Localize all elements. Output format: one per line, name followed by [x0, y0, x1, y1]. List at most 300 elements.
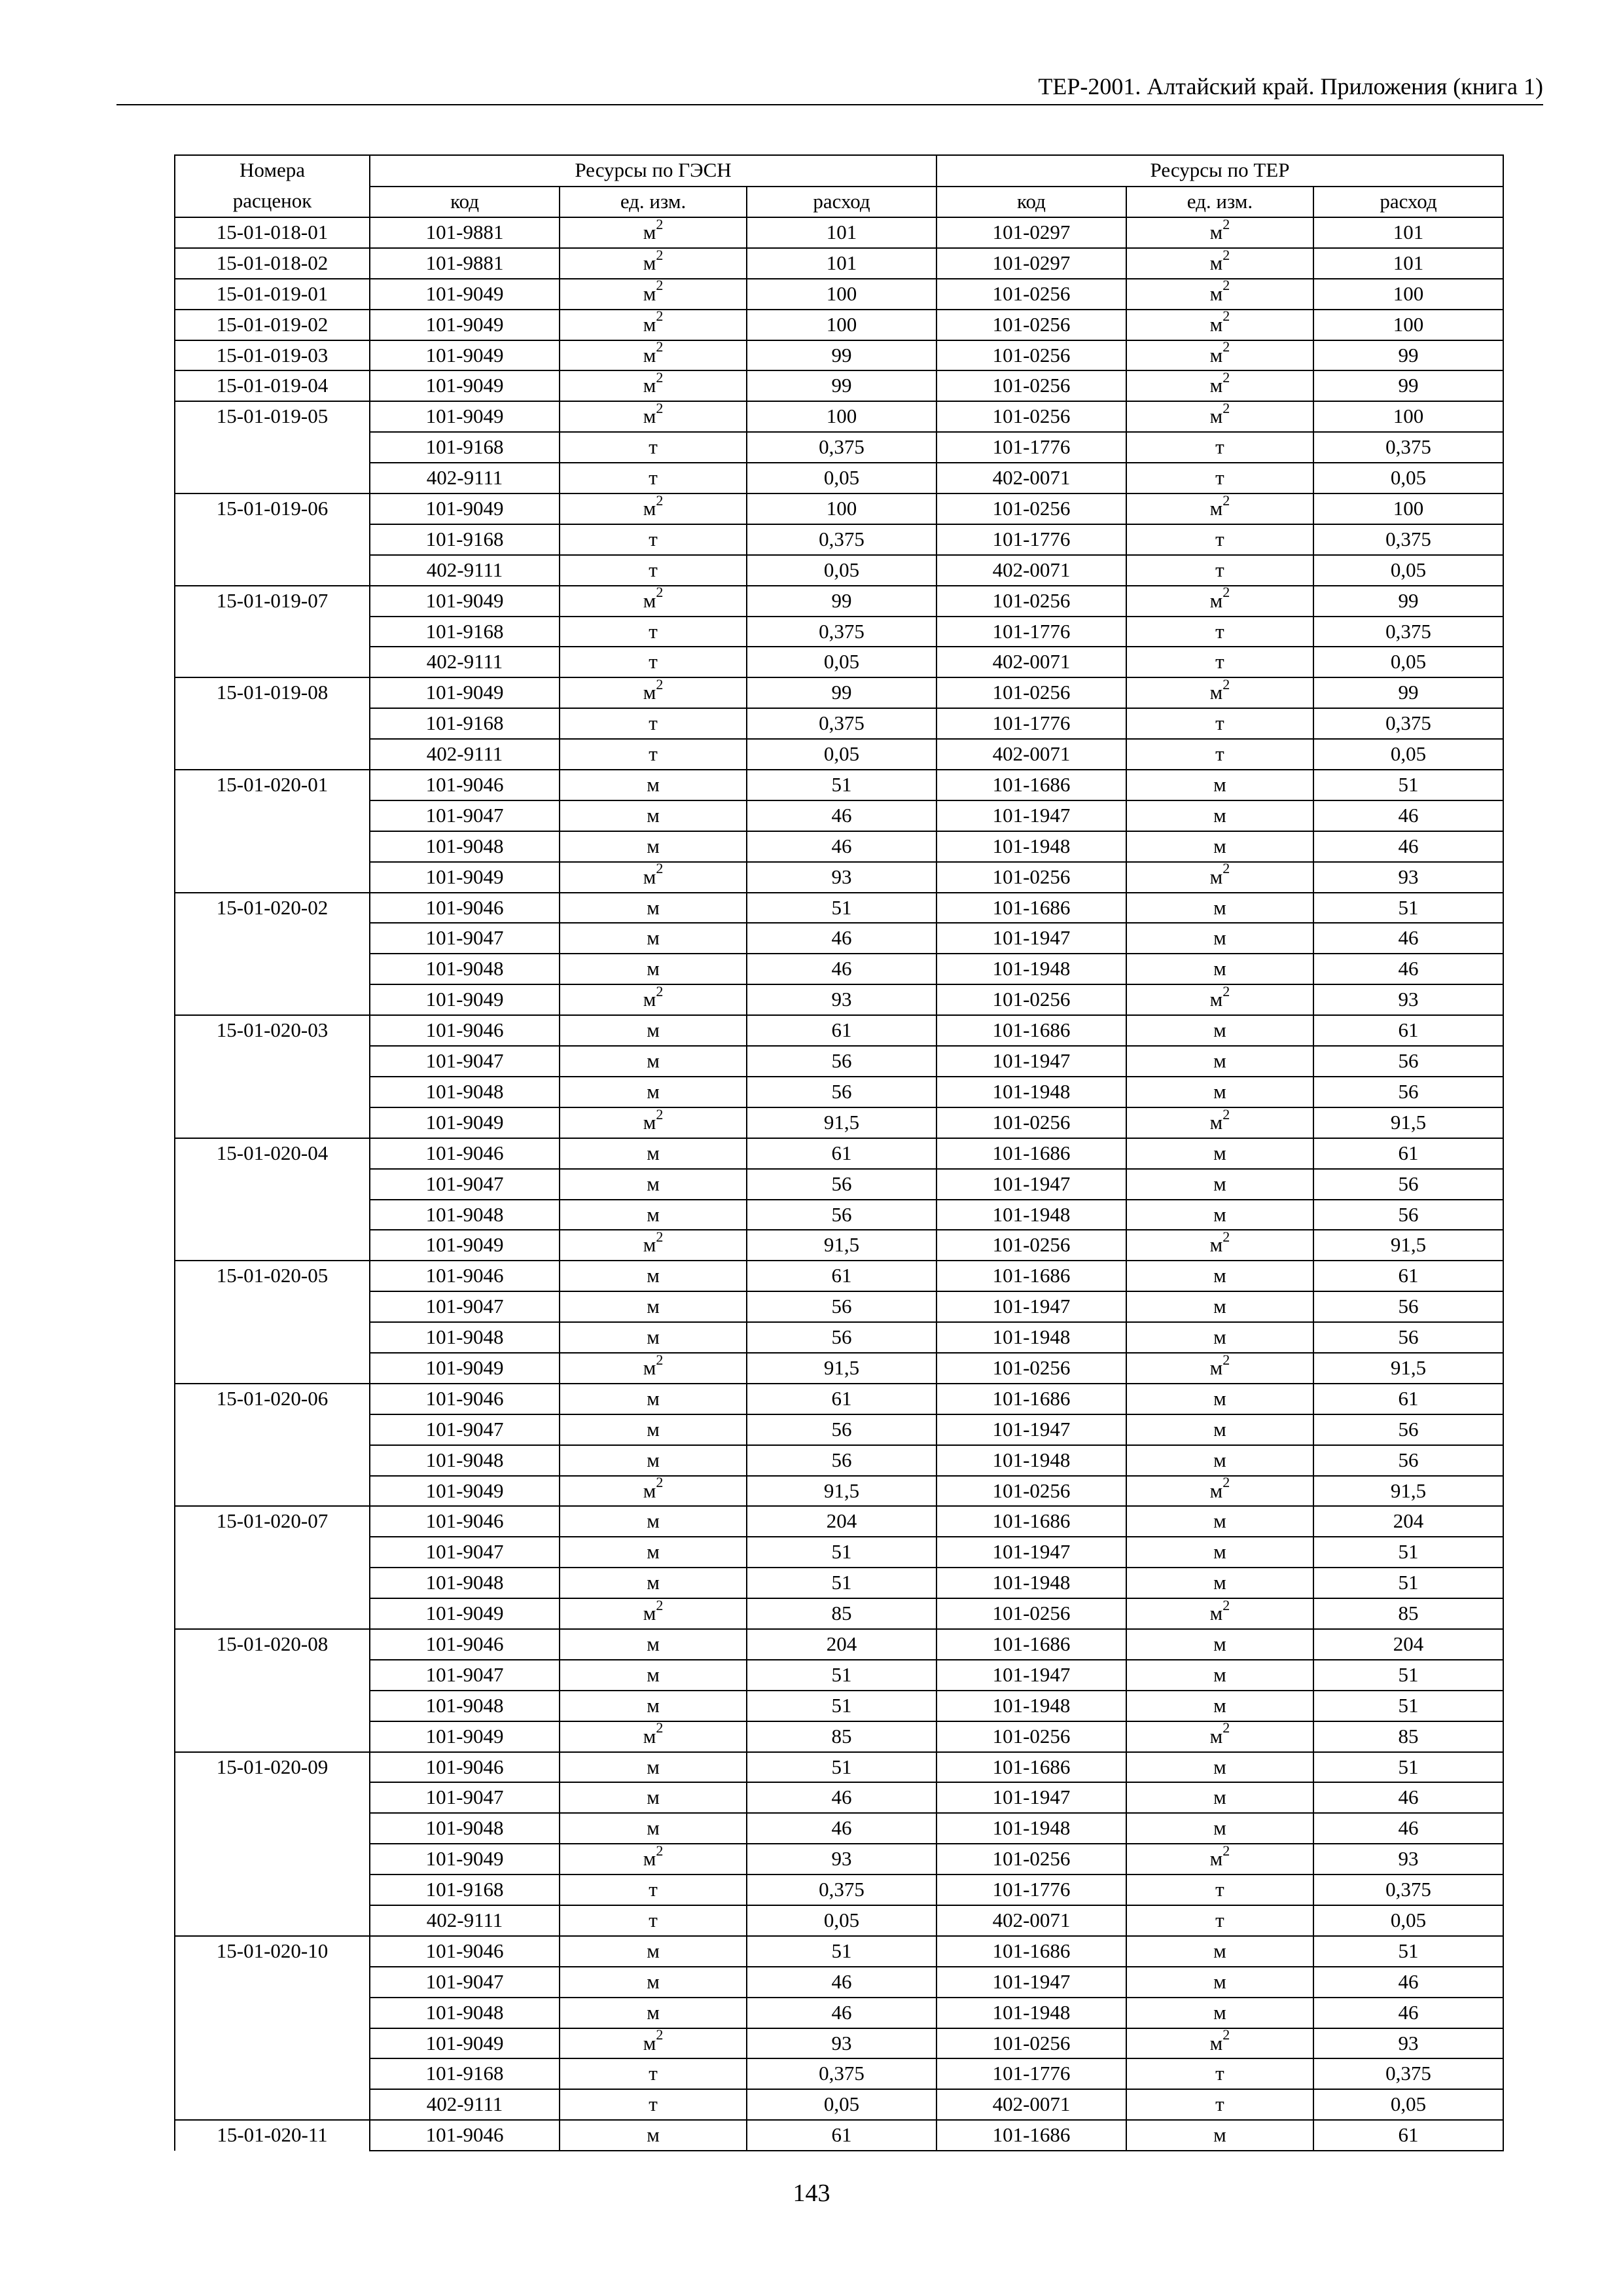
table-row	[175, 1598, 1503, 1629]
cell-ter-consumption: 0,05	[1313, 2089, 1503, 2120]
cell-gesn-unit: м	[560, 800, 747, 831]
cell-rate-number	[175, 1291, 370, 1322]
cell-ter-code: 101-0256	[936, 310, 1126, 340]
cell-gesn-consumption: 0,375	[747, 617, 936, 647]
cell-ter-code: 101-1776	[936, 432, 1126, 463]
col-header-ter-code: код	[936, 187, 1126, 218]
cell-gesn-consumption: 204	[747, 1629, 936, 1660]
cell-gesn-code: 101-9047	[370, 1046, 560, 1077]
cell-gesn-consumption: 56	[747, 1445, 936, 1476]
cell-gesn-consumption: 0,05	[747, 555, 936, 586]
cell-ter-unit: м	[1126, 923, 1313, 954]
cell-ter-consumption: 99	[1313, 677, 1503, 708]
table-row	[175, 493, 1503, 524]
cell-gesn-consumption: 51	[747, 1752, 936, 1783]
cell-ter-code: 101-0256	[936, 1598, 1126, 1629]
cell-gesn-unit: т	[560, 555, 747, 586]
table-body	[175, 217, 1503, 2151]
table-row	[175, 770, 1503, 800]
cell-gesn-code: 101-9168	[370, 524, 560, 555]
cell-ter-unit: $м^2$	[1126, 1107, 1313, 1138]
cell-gesn-consumption: 51	[747, 1691, 936, 1721]
cell-ter-code: 101-1948	[936, 1691, 1126, 1721]
table-row	[175, 831, 1503, 862]
cell-ter-consumption: 51	[1313, 893, 1503, 924]
cell-ter-code: 101-1686	[936, 2120, 1126, 2151]
cell-gesn-code: 101-9049	[370, 677, 560, 708]
cell-gesn-unit: $м^2$	[560, 340, 747, 371]
cell-rate-number: 15-01-020-11	[175, 2120, 370, 2151]
cell-gesn-consumption: 0,375	[747, 524, 936, 555]
cell-gesn-consumption: 99	[747, 586, 936, 617]
cell-ter-consumption: 0,375	[1313, 1874, 1503, 1905]
cell-ter-code: 101-1947	[936, 1414, 1126, 1445]
cell-gesn-consumption: 46	[747, 1998, 936, 2028]
cell-rate-number	[175, 1967, 370, 1998]
cell-gesn-code: 101-9168	[370, 2058, 560, 2089]
cell-gesn-consumption: 61	[747, 1261, 936, 1291]
cell-gesn-consumption: 61	[747, 2120, 936, 2151]
cell-rate-number	[175, 1998, 370, 2028]
table-row	[175, 340, 1503, 371]
table-row	[175, 1200, 1503, 1230]
table-row	[175, 862, 1503, 893]
cell-gesn-code: 101-9046	[370, 1629, 560, 1660]
cell-ter-unit: $м^2$	[1126, 984, 1313, 1015]
cell-gesn-consumption: 51	[747, 893, 936, 924]
cell-ter-code: 101-1947	[936, 1046, 1126, 1077]
cell-ter-unit: м	[1126, 1568, 1313, 1598]
table-row	[175, 739, 1503, 770]
cell-rate-number	[175, 923, 370, 954]
cell-rate-number: 15-01-020-09	[175, 1752, 370, 1783]
col-header-gesn-unit: ед. изм.	[560, 187, 747, 218]
cell-gesn-unit: м	[560, 831, 747, 862]
table-row	[175, 2058, 1503, 2089]
cell-gesn-code: 101-9049	[370, 1230, 560, 1261]
cell-gesn-unit: т	[560, 2089, 747, 2120]
table-row	[175, 1936, 1503, 1967]
cell-gesn-consumption: 93	[747, 2028, 936, 2059]
col-group-gesn: Ресурсы по ГЭСН	[370, 155, 936, 187]
cell-ter-consumption: 91,5	[1313, 1353, 1503, 1384]
table-row	[175, 2120, 1503, 2151]
cell-ter-unit: $м^2$	[1126, 340, 1313, 371]
cell-rate-number: 15-01-019-02	[175, 310, 370, 340]
cell-ter-code: 101-1948	[936, 1998, 1126, 2028]
cell-gesn-code: 101-9048	[370, 1691, 560, 1721]
cell-gesn-unit: $м^2$	[560, 217, 747, 248]
cell-gesn-code: 402-9111	[370, 739, 560, 770]
col-header-rate-number-line2: расценок	[175, 187, 370, 218]
cell-gesn-code: 101-9168	[370, 617, 560, 647]
cell-ter-consumption: 85	[1313, 1598, 1503, 1629]
cell-rate-number	[175, 1721, 370, 1752]
cell-rate-number: 15-01-019-01	[175, 279, 370, 310]
cell-rate-number	[175, 2058, 370, 2089]
cell-ter-code: 101-1947	[936, 1660, 1126, 1691]
table-row	[175, 923, 1503, 954]
cell-ter-unit: м	[1126, 1046, 1313, 1077]
cell-gesn-code: 101-9168	[370, 708, 560, 739]
table-row	[175, 1261, 1503, 1291]
cell-gesn-code: 101-9049	[370, 493, 560, 524]
cell-ter-consumption: 100	[1313, 493, 1503, 524]
cell-gesn-unit: м	[560, 1200, 747, 1230]
cell-gesn-unit: м	[560, 1782, 747, 1813]
cell-gesn-code: 101-9048	[370, 1998, 560, 2028]
col-group-ter: Ресурсы по ТЕР	[936, 155, 1503, 187]
cell-ter-consumption: 56	[1313, 1445, 1503, 1476]
table-row	[175, 555, 1503, 586]
cell-ter-code: 101-1947	[936, 1537, 1126, 1568]
cell-ter-code: 101-1686	[936, 1506, 1126, 1537]
cell-ter-code: 101-0256	[936, 1230, 1126, 1261]
cell-gesn-consumption: 93	[747, 1844, 936, 1874]
cell-gesn-code: 402-9111	[370, 555, 560, 586]
cell-rate-number: 15-01-020-08	[175, 1629, 370, 1660]
table-row	[175, 984, 1503, 1015]
cell-ter-code: 101-0256	[936, 340, 1126, 371]
cell-ter-code: 101-1776	[936, 708, 1126, 739]
cell-gesn-consumption: 101	[747, 248, 936, 279]
cell-gesn-consumption: 93	[747, 862, 936, 893]
cell-ter-consumption: 51	[1313, 1537, 1503, 1568]
table-row	[175, 1015, 1503, 1046]
cell-gesn-code: 101-9049	[370, 340, 560, 371]
cell-ter-code: 101-1776	[936, 617, 1126, 647]
table-row	[175, 617, 1503, 647]
cell-rate-number	[175, 524, 370, 555]
cell-ter-consumption: 61	[1313, 1015, 1503, 1046]
cell-ter-code: 101-0256	[936, 1107, 1126, 1138]
cell-ter-unit: м	[1126, 1077, 1313, 1107]
cell-ter-code: 101-1948	[936, 831, 1126, 862]
cell-gesn-unit: $м^2$	[560, 2028, 747, 2059]
cell-ter-consumption: 0,375	[1313, 708, 1503, 739]
cell-ter-code: 402-0071	[936, 463, 1126, 493]
cell-rate-number: 15-01-020-05	[175, 1261, 370, 1291]
cell-ter-code: 402-0071	[936, 555, 1126, 586]
col-header-rate-number-line1: Номера	[175, 155, 370, 187]
cell-gesn-consumption: 56	[747, 1291, 936, 1322]
cell-rate-number: 15-01-019-05	[175, 401, 370, 432]
col-header-ter-unit: ед. изм.	[1126, 187, 1313, 218]
cell-gesn-consumption: 0,05	[747, 739, 936, 770]
table-row	[175, 1138, 1503, 1169]
cell-ter-code: 402-0071	[936, 1905, 1126, 1936]
cell-gesn-unit: т	[560, 1874, 747, 1905]
cell-gesn-consumption: 93	[747, 984, 936, 1015]
cell-ter-consumption: 85	[1313, 1721, 1503, 1752]
cell-ter-code: 101-1948	[936, 954, 1126, 984]
cell-gesn-code: 101-9047	[370, 1291, 560, 1322]
cell-ter-unit: м	[1126, 1291, 1313, 1322]
cell-gesn-unit: $м^2$	[560, 401, 747, 432]
cell-ter-consumption: 51	[1313, 1691, 1503, 1721]
cell-rate-number	[175, 954, 370, 984]
cell-gesn-unit: т	[560, 739, 747, 770]
cell-ter-unit: т	[1126, 2089, 1313, 2120]
cell-ter-code: 101-0256	[936, 862, 1126, 893]
cell-ter-unit: м	[1126, 1660, 1313, 1691]
cell-gesn-code: 101-9047	[370, 1967, 560, 1998]
cell-rate-number	[175, 1660, 370, 1691]
cell-ter-code: 101-0256	[936, 370, 1126, 401]
cell-ter-code: 101-1947	[936, 1967, 1126, 1998]
cell-ter-consumption: 101	[1313, 217, 1503, 248]
table-row	[175, 1506, 1503, 1537]
cell-ter-unit: т	[1126, 1874, 1313, 1905]
cell-gesn-code: 101-9046	[370, 1384, 560, 1414]
cell-gesn-code: 101-9049	[370, 1844, 560, 1874]
cell-gesn-code: 101-9046	[370, 1752, 560, 1783]
cell-gesn-unit: $м^2$	[560, 1476, 747, 1507]
cell-gesn-code: 101-9047	[370, 1414, 560, 1445]
cell-ter-unit: $м^2$	[1126, 677, 1313, 708]
cell-ter-consumption: 0,05	[1313, 647, 1503, 677]
cell-gesn-consumption: 56	[747, 1322, 936, 1353]
table-row	[175, 370, 1503, 401]
cell-gesn-consumption: 51	[747, 770, 936, 800]
cell-ter-unit: м	[1126, 1782, 1313, 1813]
cell-gesn-unit: м	[560, 1813, 747, 1844]
cell-ter-consumption: 93	[1313, 862, 1503, 893]
cell-gesn-code: 101-9049	[370, 401, 560, 432]
table-row	[175, 893, 1503, 924]
cell-rate-number	[175, 1568, 370, 1598]
cell-ter-code: 101-1686	[936, 1015, 1126, 1046]
cell-ter-consumption: 0,375	[1313, 432, 1503, 463]
cell-ter-consumption: 0,05	[1313, 463, 1503, 493]
cell-ter-unit: т	[1126, 432, 1313, 463]
cell-rate-number: 15-01-019-03	[175, 340, 370, 371]
cell-ter-consumption: 91,5	[1313, 1476, 1503, 1507]
cell-gesn-code: 101-9049	[370, 1721, 560, 1752]
cell-gesn-consumption: 46	[747, 954, 936, 984]
cell-ter-consumption: 100	[1313, 401, 1503, 432]
cell-ter-code: 101-1686	[936, 893, 1126, 924]
cell-ter-unit: т	[1126, 617, 1313, 647]
cell-rate-number: 15-01-020-04	[175, 1138, 370, 1169]
cell-rate-number	[175, 800, 370, 831]
table-row	[175, 1230, 1503, 1261]
cell-ter-code: 101-1686	[936, 1384, 1126, 1414]
table-row	[175, 1414, 1503, 1445]
cell-ter-code: 101-0256	[936, 1844, 1126, 1874]
cell-gesn-unit: м	[560, 1261, 747, 1291]
cell-gesn-unit: $м^2$	[560, 1598, 747, 1629]
table-row	[175, 1629, 1503, 1660]
cell-gesn-code: 101-9048	[370, 954, 560, 984]
cell-rate-number: 15-01-020-03	[175, 1015, 370, 1046]
cell-rate-number	[175, 2028, 370, 2059]
cell-gesn-unit: $м^2$	[560, 586, 747, 617]
cell-gesn-consumption: 0,375	[747, 432, 936, 463]
cell-rate-number: 15-01-019-04	[175, 370, 370, 401]
cell-gesn-consumption: 85	[747, 1598, 936, 1629]
cell-ter-consumption: 51	[1313, 1936, 1503, 1967]
cell-ter-consumption: 46	[1313, 831, 1503, 862]
cell-gesn-code: 101-9048	[370, 1813, 560, 1844]
cell-rate-number	[175, 1107, 370, 1138]
cell-gesn-unit: т	[560, 708, 747, 739]
cell-gesn-code: 101-9048	[370, 1445, 560, 1476]
cell-gesn-unit: м	[560, 1384, 747, 1414]
table-row	[175, 1905, 1503, 1936]
cell-ter-unit: м	[1126, 1445, 1313, 1476]
cell-ter-code: 101-0256	[936, 2028, 1126, 2059]
cell-ter-consumption: 56	[1313, 1077, 1503, 1107]
cell-gesn-code: 402-9111	[370, 2089, 560, 2120]
table-row	[175, 432, 1503, 463]
cell-ter-consumption: 99	[1313, 586, 1503, 617]
cell-ter-code: 101-0256	[936, 1353, 1126, 1384]
cell-ter-code: 101-0256	[936, 279, 1126, 310]
cell-ter-code: 101-1948	[936, 1077, 1126, 1107]
cell-ter-consumption: 0,05	[1313, 739, 1503, 770]
cell-gesn-code: 101-9049	[370, 1476, 560, 1507]
table-row	[175, 1107, 1503, 1138]
cell-ter-code: 101-1776	[936, 2058, 1126, 2089]
cell-rate-number	[175, 2089, 370, 2120]
table-row	[175, 708, 1503, 739]
table-row	[175, 401, 1503, 432]
cell-gesn-unit: м	[560, 1077, 747, 1107]
cell-ter-unit: м	[1126, 770, 1313, 800]
cell-gesn-unit: м	[560, 1015, 747, 1046]
cell-gesn-unit: $м^2$	[560, 862, 747, 893]
cell-ter-unit: $м^2$	[1126, 1230, 1313, 1261]
cell-gesn-unit: м	[560, 1138, 747, 1169]
cell-ter-code: 101-1686	[936, 1752, 1126, 1783]
table-row	[175, 677, 1503, 708]
cell-rate-number	[175, 1874, 370, 1905]
cell-gesn-code: 101-9049	[370, 1598, 560, 1629]
cell-gesn-code: 101-9168	[370, 1874, 560, 1905]
cell-ter-code: 101-1947	[936, 800, 1126, 831]
cell-ter-unit: м	[1126, 1998, 1313, 2028]
table-row	[175, 1537, 1503, 1568]
cell-rate-number	[175, 1782, 370, 1813]
cell-rate-number: 15-01-020-02	[175, 893, 370, 924]
cell-gesn-code: 101-9047	[370, 800, 560, 831]
cell-rate-number	[175, 1598, 370, 1629]
cell-rate-number: 15-01-020-06	[175, 1384, 370, 1414]
cell-ter-code: 101-1948	[936, 1322, 1126, 1353]
table-row	[175, 1169, 1503, 1200]
cell-gesn-consumption: 46	[747, 1782, 936, 1813]
table-row	[175, 1752, 1503, 1783]
cell-ter-consumption: 0,05	[1313, 555, 1503, 586]
cell-ter-unit: $м^2$	[1126, 586, 1313, 617]
cell-rate-number	[175, 555, 370, 586]
cell-ter-consumption: 93	[1313, 2028, 1503, 2059]
cell-gesn-code: 101-9049	[370, 984, 560, 1015]
cell-gesn-consumption: 46	[747, 800, 936, 831]
cell-ter-code: 402-0071	[936, 2089, 1126, 2120]
cell-ter-unit: м	[1126, 1936, 1313, 1967]
cell-ter-consumption: 56	[1313, 1291, 1503, 1322]
cell-ter-unit: м	[1126, 1261, 1313, 1291]
resources-table	[174, 154, 1504, 2151]
cell-gesn-code: 101-9046	[370, 2120, 560, 2151]
cell-ter-consumption: 56	[1313, 1046, 1503, 1077]
cell-gesn-code: 101-9049	[370, 2028, 560, 2059]
cell-rate-number: 15-01-020-01	[175, 770, 370, 800]
cell-rate-number	[175, 1844, 370, 1874]
cell-ter-unit: т	[1126, 708, 1313, 739]
cell-ter-unit: т	[1126, 524, 1313, 555]
table-row	[175, 248, 1503, 279]
cell-rate-number	[175, 1476, 370, 1507]
cell-ter-code: 101-1686	[936, 1629, 1126, 1660]
cell-ter-unit: $м^2$	[1126, 217, 1313, 248]
cell-gesn-code: 101-9046	[370, 1506, 560, 1537]
cell-gesn-code: 101-9048	[370, 1200, 560, 1230]
cell-ter-unit: м	[1126, 1015, 1313, 1046]
cell-gesn-consumption: 204	[747, 1506, 936, 1537]
cell-rate-number	[175, 432, 370, 463]
cell-gesn-consumption: 56	[747, 1169, 936, 1200]
cell-gesn-code: 101-9049	[370, 586, 560, 617]
cell-rate-number	[175, 1691, 370, 1721]
cell-ter-unit: $м^2$	[1126, 401, 1313, 432]
cell-ter-code: 101-0256	[936, 586, 1126, 617]
cell-gesn-unit: м	[560, 1998, 747, 2028]
cell-gesn-consumption: 99	[747, 370, 936, 401]
cell-ter-consumption: 91,5	[1313, 1230, 1503, 1261]
cell-ter-unit: $м^2$	[1126, 310, 1313, 340]
cell-ter-code: 101-1686	[936, 770, 1126, 800]
cell-rate-number	[175, 1414, 370, 1445]
cell-gesn-unit: м	[560, 1322, 747, 1353]
cell-ter-unit: м	[1126, 1169, 1313, 1200]
cell-ter-consumption: 46	[1313, 1967, 1503, 1998]
cell-gesn-code: 101-9047	[370, 1782, 560, 1813]
cell-ter-code: 101-1686	[936, 1936, 1126, 1967]
cell-ter-unit: $м^2$	[1126, 2028, 1313, 2059]
cell-ter-unit: м	[1126, 1322, 1313, 1353]
col-header-gesn-code: код	[370, 187, 560, 218]
cell-gesn-consumption: 46	[747, 1813, 936, 1844]
cell-ter-unit: м	[1126, 1200, 1313, 1230]
cell-gesn-consumption: 56	[747, 1077, 936, 1107]
cell-gesn-unit: м	[560, 1691, 747, 1721]
cell-gesn-consumption: 100	[747, 401, 936, 432]
cell-ter-unit: м	[1126, 1691, 1313, 1721]
cell-ter-consumption: 56	[1313, 1200, 1503, 1230]
cell-ter-unit: м	[1126, 1537, 1313, 1568]
cell-ter-code: 101-1947	[936, 1291, 1126, 1322]
cell-rate-number: 15-01-019-06	[175, 493, 370, 524]
cell-gesn-unit: $м^2$	[560, 1844, 747, 1874]
cell-gesn-code: 101-9046	[370, 1138, 560, 1169]
cell-ter-consumption: 0,375	[1313, 2058, 1503, 2089]
cell-gesn-consumption: 51	[747, 1537, 936, 1568]
cell-gesn-consumption: 0,05	[747, 1905, 936, 1936]
cell-gesn-unit: $м^2$	[560, 1721, 747, 1752]
cell-gesn-unit: м	[560, 954, 747, 984]
cell-gesn-consumption: 46	[747, 831, 936, 862]
cell-ter-code: 101-1686	[936, 1138, 1126, 1169]
cell-gesn-code: 101-9046	[370, 893, 560, 924]
cell-gesn-consumption: 91,5	[747, 1476, 936, 1507]
cell-ter-unit: м	[1126, 1629, 1313, 1660]
cell-ter-unit: м	[1126, 1138, 1313, 1169]
cell-ter-consumption: 93	[1313, 984, 1503, 1015]
cell-ter-unit: т	[1126, 2058, 1313, 2089]
